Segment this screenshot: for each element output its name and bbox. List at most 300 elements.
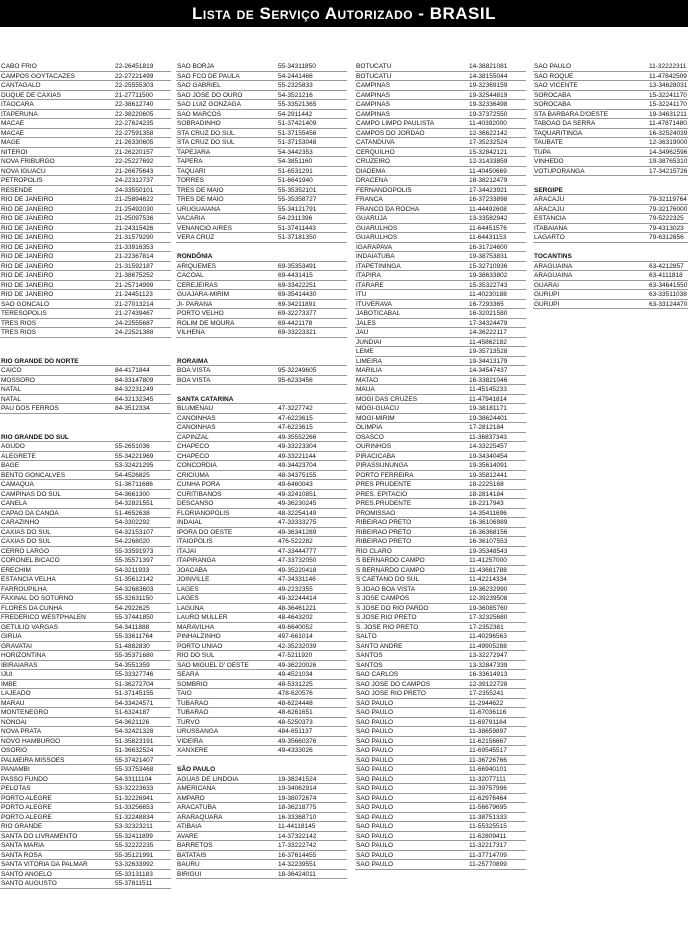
city-name: S BERNARDO CAMPO <box>356 557 425 564</box>
list-item <box>355 499 526 509</box>
list-item <box>176 148 347 158</box>
list-item <box>0 224 171 234</box>
city-name: DRACENA <box>356 177 388 184</box>
list-item <box>176 91 347 101</box>
list-item <box>533 300 688 310</box>
list-item <box>0 385 171 395</box>
city-name: PROMISSAO <box>356 509 396 517</box>
phone-number: 54-33424571 <box>115 699 154 707</box>
city-name: NOVO HAMBURGO <box>1 737 61 745</box>
phone-number: 48-6224448 <box>278 699 313 707</box>
list-item <box>355 632 526 642</box>
phone-number: 17-34423921 <box>469 186 508 194</box>
city-name: XANXERE <box>177 747 209 754</box>
city-name: BENTO GONCALVES <box>1 471 66 479</box>
list-item <box>0 727 171 737</box>
phone-number: 19-35713528 <box>469 348 508 355</box>
city-name: ITARARE <box>356 281 384 289</box>
phone-number: 51-37411443 <box>278 224 316 232</box>
phone-number: 11-37714709 <box>469 851 507 859</box>
list-item <box>176 556 347 566</box>
phone-number: 63-4111818 <box>649 272 683 279</box>
phone-number: 11-36837343 <box>469 433 507 441</box>
city-name: SAO PAULO <box>356 775 394 783</box>
list-item <box>0 404 171 414</box>
city-name: PORTO VELHO <box>177 310 224 317</box>
list-item <box>0 138 171 148</box>
city-name: GUAJARA-MIRIM <box>177 291 229 298</box>
city-name: SAO JOSE DO CAMPOS <box>356 680 431 688</box>
phone-number: 18-36218775 <box>278 804 317 811</box>
list-item <box>0 176 171 186</box>
city-name: FAXINAL DO SOTURNO <box>1 595 74 602</box>
city-name: TABOAO DA SERRA <box>534 120 596 127</box>
city-name: TAQUARITINGA <box>534 129 583 137</box>
city-name: SAO PAULO <box>356 804 394 811</box>
phone-number: 54-2268020 <box>115 538 150 545</box>
list-item <box>176 499 347 509</box>
list-item <box>0 243 171 253</box>
phone-number: 19-38181171 <box>469 405 507 412</box>
state-name: RORAIMA <box>177 357 209 365</box>
list-item <box>533 224 688 234</box>
list-item <box>355 547 526 557</box>
phone-number: 54-33111104 <box>115 775 152 783</box>
list-item <box>176 670 347 680</box>
state-heading <box>0 433 171 443</box>
list-item <box>176 708 347 718</box>
list-item <box>355 604 526 614</box>
city-name: CAMPOS DO JORDAO <box>356 129 425 137</box>
phone-number: 54-32683603 <box>115 585 154 593</box>
phone-number: 11-47871480 <box>649 120 687 127</box>
phone-number: 11-69791184 <box>469 718 507 726</box>
city-name: S JOSE RIO PRETO <box>356 614 417 621</box>
phone-number: 49-35552266 <box>278 433 317 441</box>
list-item <box>176 737 347 747</box>
phone-number: 54-3302292 <box>115 519 150 526</box>
phone-number: 19-34340454 <box>469 452 508 460</box>
phone-number: 18-2814184 <box>469 490 504 498</box>
city-name: RIO DO SUL <box>177 652 215 659</box>
city-name: ITAOCARA <box>1 101 34 108</box>
list-item <box>0 746 171 756</box>
list-item <box>176 157 347 167</box>
list-item <box>0 91 171 101</box>
spacer <box>0 338 171 348</box>
list-item <box>0 775 171 785</box>
list-item <box>355 537 526 547</box>
phone-number: 51-32226941 <box>115 794 154 802</box>
city-name: RIO DE JANEIRO <box>1 253 54 260</box>
phone-number: 24-22312737 <box>115 177 154 184</box>
list-item <box>0 813 171 823</box>
list-item <box>0 100 171 110</box>
city-name: SAO PAULO <box>356 747 394 754</box>
phone-number: 11-66940101 <box>469 766 507 773</box>
city-name: RIO DE JANEIRO <box>1 196 54 203</box>
spacer <box>176 338 347 348</box>
phone-number: 11-40392000 <box>469 120 507 127</box>
city-name: DIADEMA <box>356 167 386 175</box>
city-name: PELOTAS <box>1 785 31 792</box>
city-name: CEREJEIRAS <box>177 281 218 289</box>
phone-number: 21-27711500 <box>115 91 153 99</box>
list-item <box>176 138 347 148</box>
city-name: BIRIGUI <box>177 870 202 878</box>
phone-number: 24-22555687 <box>115 319 154 327</box>
phone-number: 51-37145155 <box>115 690 154 697</box>
city-name: ITU <box>356 291 367 298</box>
phone-number: 55-33327746 <box>115 671 154 678</box>
city-name: OLIMPIA <box>356 424 383 431</box>
list-item <box>355 271 526 281</box>
phone-number: 11-25770899 <box>469 861 507 868</box>
list-item <box>0 252 171 262</box>
list-item <box>176 262 347 272</box>
list-item <box>355 129 526 139</box>
city-name: MONTENEGRO <box>1 709 49 716</box>
city-name: FERNANDOPOLIS <box>356 186 412 194</box>
phone-number: 16-36107553 <box>469 538 508 545</box>
list-item <box>355 195 526 205</box>
phone-number: 19-34062914 <box>278 785 317 792</box>
city-name: JI- PARANA <box>177 300 213 308</box>
phone-number: 54-4526825 <box>115 471 150 479</box>
city-name: TORRES <box>177 177 204 184</box>
city-name: RESENDE <box>1 186 33 194</box>
city-name: CUNHA PORA <box>177 481 220 488</box>
city-name: PORTO ALEGRE <box>1 804 52 811</box>
city-name: VERA CRUZ <box>177 234 215 241</box>
list-item <box>0 832 171 842</box>
phone-number: 47-33444777 <box>278 547 317 555</box>
phone-number: 69-33223321 <box>278 329 317 336</box>
city-name: SAO PAULO <box>356 842 394 849</box>
state-name: RIO GRANDE DO SUL <box>1 433 69 441</box>
city-name: SAO GONCALO <box>1 300 50 308</box>
phone-number: 19-38765310 <box>649 158 688 165</box>
city-name: SAO PAULO <box>356 794 394 802</box>
column-3 <box>355 62 526 870</box>
city-name: SAO MIGUEL D' OESTE <box>177 661 249 669</box>
list-item <box>533 138 688 148</box>
city-name: TUBARAO <box>177 709 209 716</box>
city-name: BAGE <box>1 462 20 469</box>
city-name: VINHEDO <box>534 158 564 165</box>
list-item <box>355 794 526 804</box>
spacer <box>533 243 688 253</box>
list-item <box>176 433 347 443</box>
phone-number: 19-37372550 <box>469 110 508 118</box>
list-item <box>355 72 526 82</box>
city-name: SAO PAULO <box>356 861 394 868</box>
city-name: HORIZONTINA <box>1 652 46 659</box>
city-name: SALTO <box>356 633 377 640</box>
list-item <box>176 72 347 82</box>
phone-number: 49-6640052 <box>278 623 313 631</box>
phone-number: 51-35612142 <box>115 576 154 583</box>
list-item <box>0 290 171 300</box>
list-item <box>355 176 526 186</box>
phone-number: 24-33550101 <box>115 186 154 194</box>
phone-number: 49-33221144 <box>278 452 316 460</box>
list-item <box>355 718 526 728</box>
phone-number: 11-62156667 <box>469 737 507 745</box>
phone-number: 19-38624401 <box>469 414 508 422</box>
list-item <box>355 338 526 348</box>
city-name: JABOTICABAL <box>356 310 401 317</box>
list-item <box>355 309 526 319</box>
phone-number: 11-41257000 <box>469 557 507 564</box>
state-heading <box>533 186 688 196</box>
list-item <box>355 243 526 253</box>
phone-number: 14-37322142 <box>278 832 317 840</box>
list-item <box>176 81 347 91</box>
city-name: JALES <box>356 319 376 327</box>
phone-number: 19-36085760 <box>469 604 508 612</box>
city-name: SAO PAULO <box>356 813 394 821</box>
list-item <box>355 737 526 747</box>
list-item <box>176 623 347 633</box>
phone-number: 69-34211891 <box>278 300 316 308</box>
list-item <box>355 138 526 148</box>
phone-number: 18-38212479 <box>469 177 508 184</box>
phone-number: 79-5222325 <box>649 215 684 222</box>
city-name: AMPARO <box>177 794 205 802</box>
city-name: SAO CARLOS <box>356 671 399 678</box>
city-name: SANTOS <box>356 661 383 669</box>
city-name: BAURU <box>177 861 200 868</box>
city-name: ITAPETININGA <box>356 262 401 270</box>
phone-number: 47-6223615 <box>278 414 313 422</box>
phone-number: 54-32421328 <box>115 728 154 735</box>
phone-number: 49-32410851 <box>278 490 317 498</box>
city-name: IBIRAIARAS <box>1 661 38 669</box>
list-item <box>533 281 688 291</box>
phone-number: 14-32239551 <box>278 861 317 868</box>
city-name: TRES DE MAIO <box>177 196 224 203</box>
phone-number: 42-35232039 <box>278 642 317 650</box>
city-name: TAUBATE <box>534 139 564 146</box>
list-item <box>0 157 171 167</box>
city-name: LAGES <box>177 595 199 602</box>
phone-number: 53-32323211 <box>115 823 153 830</box>
city-name: JAU <box>356 329 369 336</box>
phone-number: 22-26451819 <box>115 63 154 70</box>
phone-number: 55-32631150 <box>115 595 153 602</box>
city-name: SANTA VITORIA DA PALMAR <box>1 861 88 868</box>
city-name: SAO GABRIEL <box>177 82 221 89</box>
phone-number: 54-2441466 <box>278 72 313 80</box>
phone-number: 11-62809411 <box>469 832 507 840</box>
city-name: CAXIAS DO SUL <box>1 528 51 536</box>
list-item <box>355 224 526 234</box>
list-item <box>355 442 526 452</box>
phone-number: 14-34547437 <box>469 367 508 374</box>
list-item <box>0 604 171 614</box>
city-name: S. JOSE RIO PRETO <box>356 623 419 631</box>
city-name: CANTAGALO <box>1 82 41 89</box>
list-item <box>0 566 171 576</box>
phone-number: 19-35348543 <box>469 547 508 555</box>
phone-number: 51-37421409 <box>278 120 317 127</box>
phone-number: 22-25555303 <box>115 82 154 89</box>
city-name: LAGUNA <box>177 604 204 612</box>
list-item <box>355 100 526 110</box>
city-name: SAO MARCOS <box>177 110 222 118</box>
city-name: GRAVATAI <box>1 642 32 650</box>
phone-number: 55-33591973 <box>115 547 154 555</box>
phone-number: 55-33753468 <box>115 766 154 773</box>
city-name: PORTO FERREIRA <box>356 471 414 479</box>
phone-number: 22-38612740 <box>115 101 154 108</box>
city-name: CAPAO DA CANOA <box>1 509 59 517</box>
city-name: ARACATUBA <box>177 804 217 811</box>
phone-number: 11-47941814 <box>469 395 507 403</box>
phone-number: 22-38220605 <box>115 110 154 118</box>
phone-number: 95-32249605 <box>278 367 317 374</box>
list-item <box>176 271 347 281</box>
list-item <box>533 148 688 158</box>
phone-number: 79-32176000 <box>649 205 688 213</box>
list-item <box>176 775 347 785</box>
list-item <box>355 556 526 566</box>
city-name: VIDEIRA <box>177 737 204 745</box>
phone-number: 21-25714999 <box>115 281 154 289</box>
city-name: LEME <box>356 348 374 355</box>
list-item <box>355 841 526 851</box>
spacer <box>533 176 688 186</box>
list-item <box>355 414 526 424</box>
city-name: CAMPINAS <box>356 101 390 108</box>
phone-number: 53-32223633 <box>115 785 154 792</box>
list-item <box>176 110 347 120</box>
city-name: FLORES DA CUNHA <box>1 604 63 612</box>
phone-number: 54-32153107 <box>115 528 154 536</box>
phone-number: 69-32273377 <box>278 310 317 317</box>
city-name: FRANCA <box>356 196 383 203</box>
list-item <box>0 594 171 604</box>
phone-number: 51-37155456 <box>278 129 317 137</box>
city-name: SANTA ROSA <box>1 851 43 859</box>
city-name: CANOINHAS <box>177 414 216 422</box>
city-name: SAO LUIZ GONZAGA <box>177 101 241 108</box>
city-name: MOGI DAS CRUZES <box>356 395 418 403</box>
city-name: PRES.PRUDENTE <box>356 500 412 507</box>
city-name: JUNDIAI <box>356 338 382 346</box>
list-item <box>355 689 526 699</box>
list-item <box>0 471 171 481</box>
list-item <box>355 214 526 224</box>
state-heading <box>176 765 347 775</box>
list-item <box>176 452 347 462</box>
city-name: SOMBRIO <box>177 680 208 688</box>
list-item <box>176 604 347 614</box>
phone-number: 54-2911442 <box>278 110 313 118</box>
list-item <box>0 547 171 557</box>
list-item <box>355 167 526 177</box>
city-name: CAMPINAS DO SUL <box>1 490 61 498</box>
phone-number: 21-26330605 <box>115 139 154 146</box>
city-name: FREDERICO WESTPHALEN <box>1 614 86 621</box>
list-item <box>355 281 526 291</box>
phone-number: 53-32421295 <box>115 462 154 469</box>
phone-number: 14-36222117 <box>469 329 507 336</box>
spacer <box>0 423 171 433</box>
list-item <box>176 680 347 690</box>
list-item <box>0 642 171 652</box>
list-item <box>0 556 171 566</box>
phone-number: 16-32524039 <box>649 129 688 137</box>
city-name: NATAL <box>1 395 21 403</box>
list-item <box>355 395 526 405</box>
list-item <box>176 509 347 519</box>
city-name: SAO PAULO <box>534 63 572 70</box>
phone-number: 55-35571397 <box>115 557 154 564</box>
phone-number: 15-32241170 <box>649 101 687 108</box>
list-item <box>355 490 526 500</box>
city-name: SANTOS <box>356 652 383 659</box>
list-item <box>355 528 526 538</box>
state-name: SANTA CATARINA <box>177 395 234 403</box>
list-item <box>355 746 526 756</box>
list-item <box>176 661 347 671</box>
phone-number: 47-34331146 <box>278 576 316 583</box>
city-name: TUPA <box>534 148 551 156</box>
city-name: CANOINHAS <box>177 424 216 431</box>
city-name: TRES DE MAIO <box>177 186 224 194</box>
phone-number: 49-36341289 <box>278 528 317 536</box>
city-name: STA BARBARA D'OESTE <box>534 110 609 118</box>
spacer <box>176 243 347 253</box>
phone-number: 51-4652638 <box>115 509 150 517</box>
list-item <box>176 632 347 642</box>
list-item <box>0 870 171 880</box>
state-heading <box>0 357 171 367</box>
city-name: SAO BORJA <box>177 63 215 70</box>
phone-number: 51-36272704 <box>115 680 154 688</box>
city-name: IMBE <box>1 680 17 688</box>
city-name: CRUZEIRO <box>356 158 390 165</box>
city-name: SAO ROQUE <box>534 72 574 80</box>
list-item <box>0 537 171 547</box>
phone-number: 13-33582942 <box>469 215 508 222</box>
list-item <box>355 822 526 832</box>
list-item <box>0 822 171 832</box>
phone-number: 22-25227692 <box>115 158 154 165</box>
list-item <box>176 585 347 595</box>
list-item <box>176 480 347 490</box>
list-item <box>176 404 347 414</box>
state-name: RIO GRANDE DO NORTE <box>1 357 79 365</box>
list-item <box>355 328 526 338</box>
phone-number: 84-32132345 <box>115 395 154 403</box>
city-name: MARILIA <box>356 367 383 374</box>
phone-number: 49-6460043 <box>278 481 313 488</box>
city-name: CRICIUMA <box>177 471 210 479</box>
city-name: MARAVILHA <box>177 623 215 631</box>
phone-number: 21-25492030 <box>115 205 154 213</box>
city-name: IJUI <box>1 671 13 678</box>
phone-number: 54-3621126 <box>115 718 150 726</box>
city-name: AGUAS DE LINDOIA <box>177 775 239 783</box>
city-name: BOTUCATU <box>356 63 392 70</box>
city-name: URUSSANGA <box>177 728 219 735</box>
list-item <box>176 319 347 329</box>
city-name: TAPEJARA <box>177 148 211 156</box>
phone-number: 19-36232990 <box>469 585 508 593</box>
